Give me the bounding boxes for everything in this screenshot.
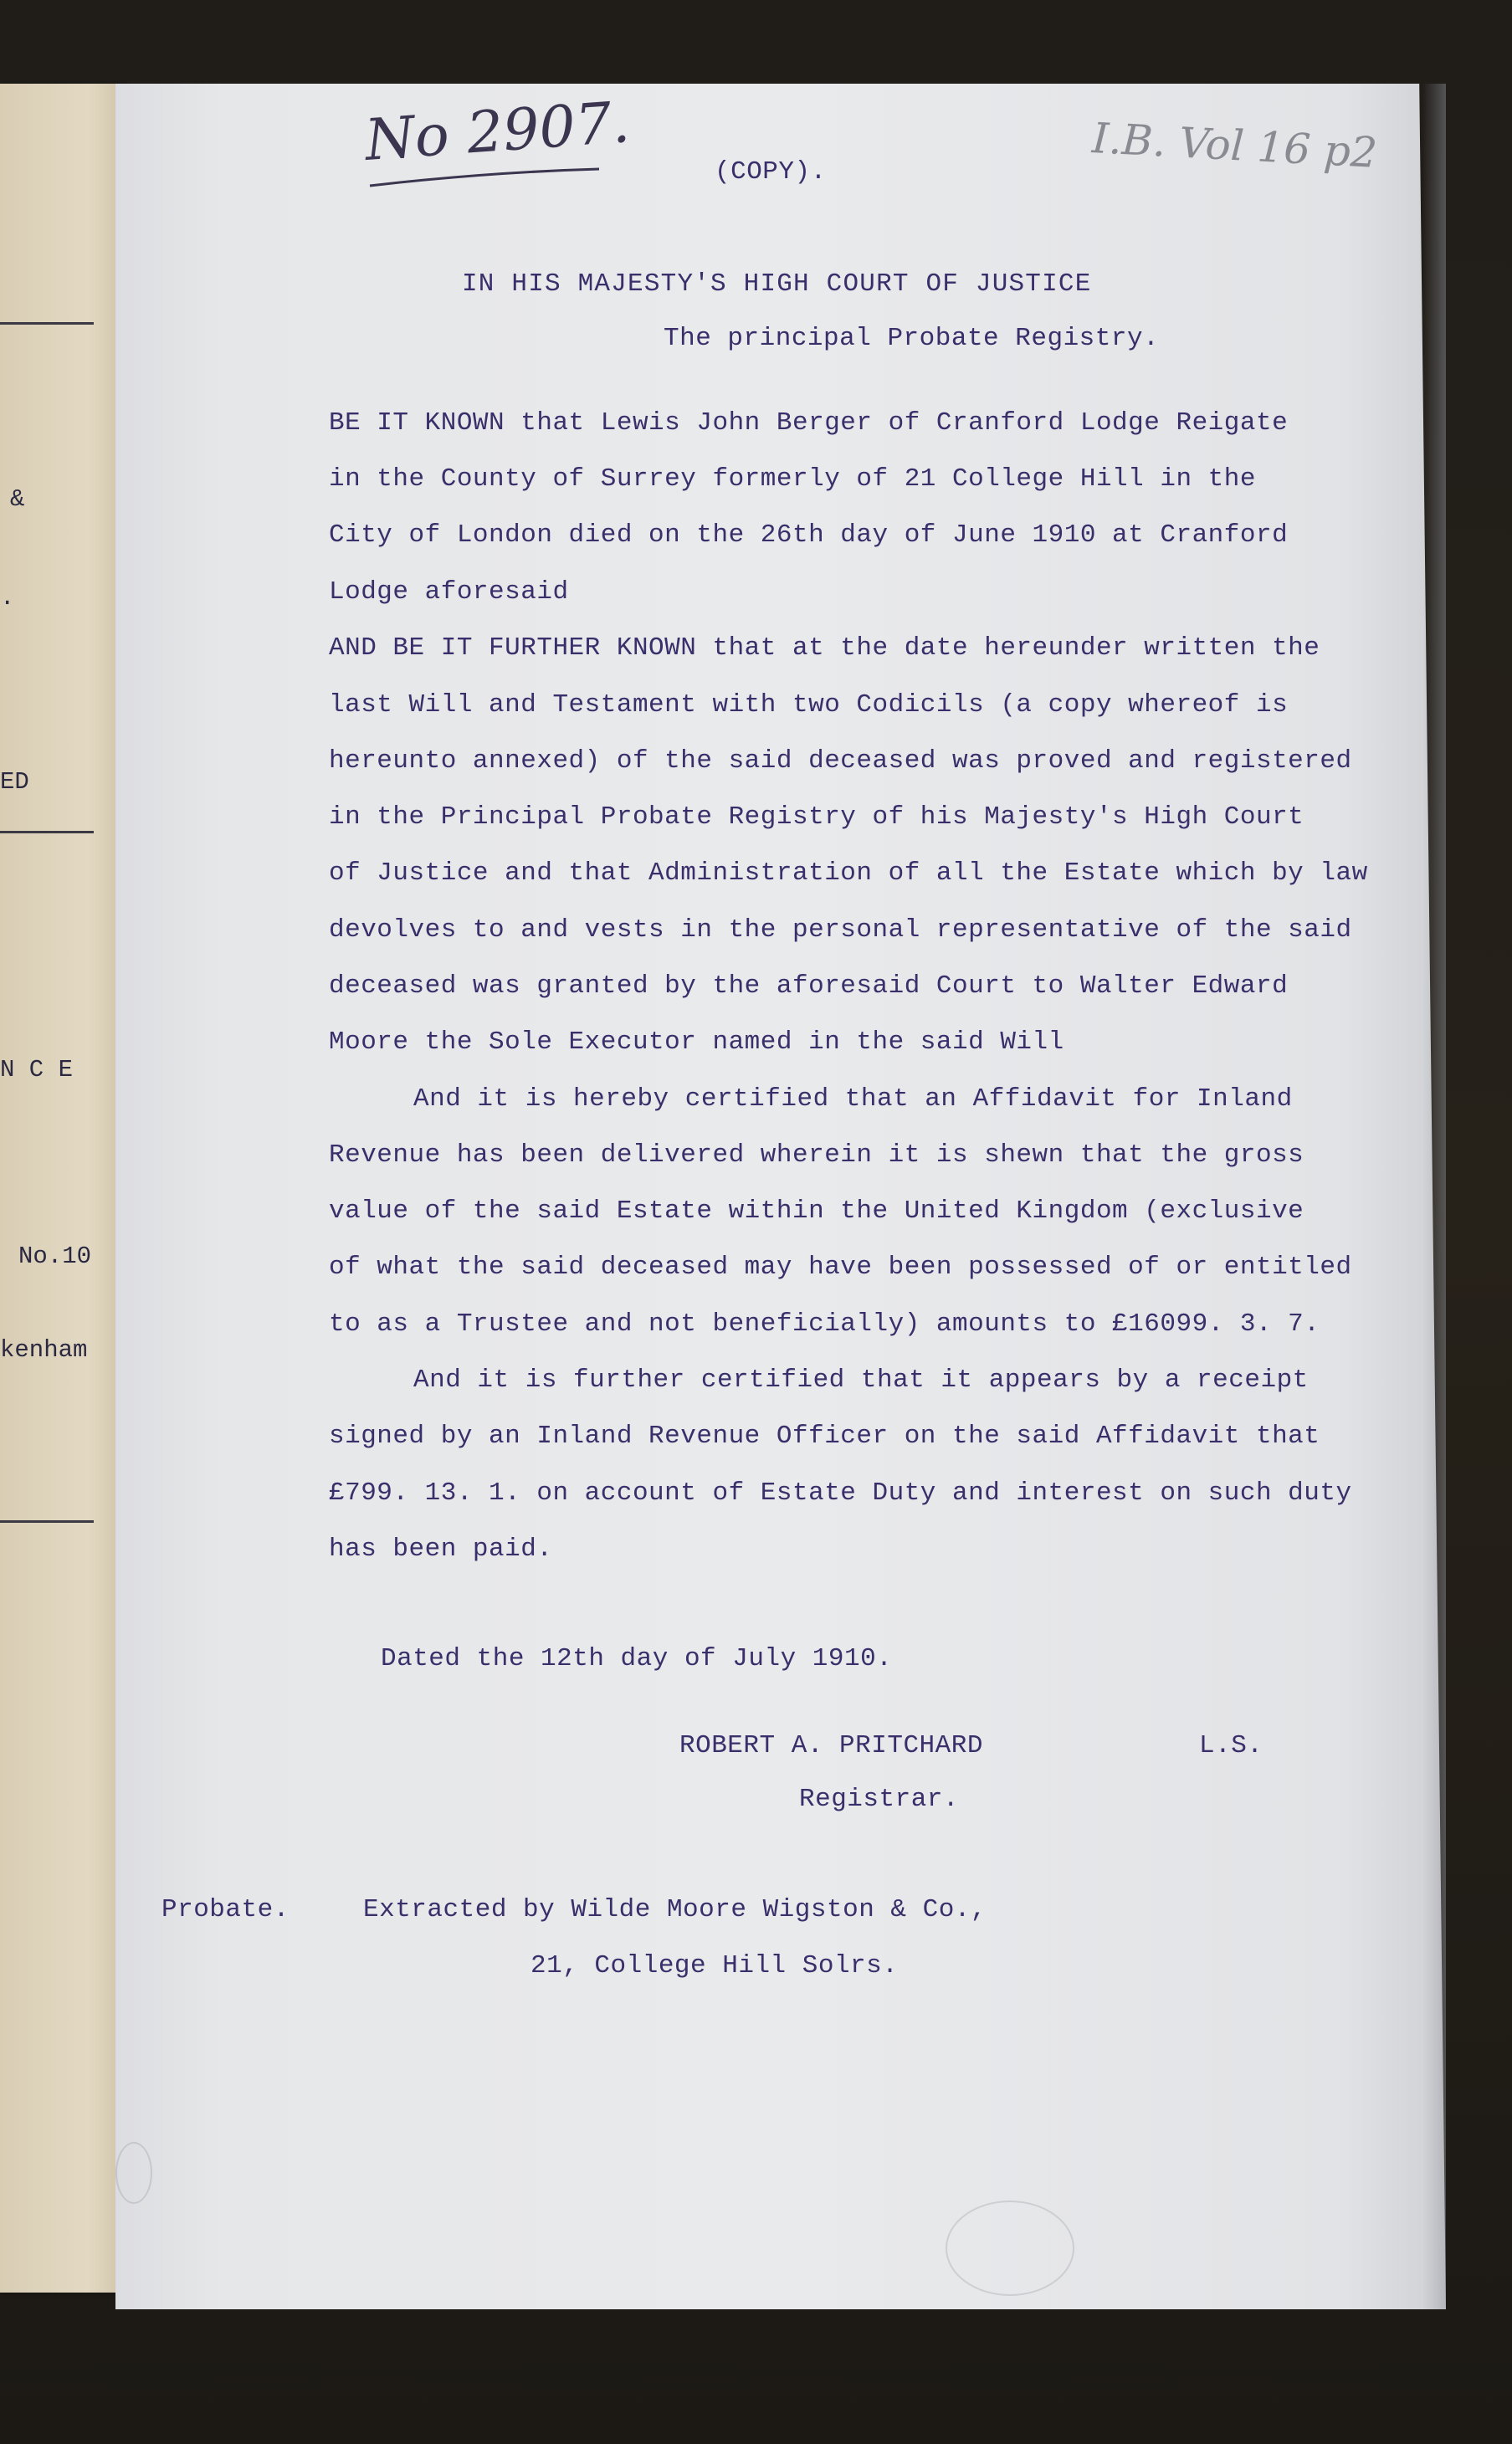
underlying-rule [0,1520,94,1523]
handwritten-reference-number: No 2907. [362,90,633,174]
court-heading: IN HIS MAJESTY'S HIGH COURT OF JUSTICE [462,269,1092,299]
body-line: value of the said Estate within the United Kingdom (exclusive [329,1196,1304,1226]
body-line: in the County of Surrey formerly of 21 College Hill in the [329,464,1256,494]
body-line: AND BE IT FURTHER KNOWN that at the date hereunder written the [329,633,1320,663]
body-line: Lodge aforesaid [329,577,569,607]
body-line: £799. 13. 1. on account of Estate Duty and interest on such duty [329,1478,1352,1508]
solicitors-address: 21, College Hill Solrs. [530,1951,899,1980]
embossed-stamp [946,2201,1074,2296]
body-line: last Will and Testament with two Codicils (a copy whereof is [329,690,1289,720]
underlying-rule [0,322,94,325]
body-line: of Justice and that Administration of all the Estate which by law [329,858,1368,888]
body-line: Revenue has been delivered wherein it is shewn that the gross [329,1140,1304,1170]
body-line: in the Principal Probate Registry of his Majesty's High Court [329,802,1304,832]
underlying-fragment: No.10 [18,1242,92,1270]
margin-stamp-mark [115,2142,152,2204]
underlying-fragment: kenham [0,1336,88,1364]
underlying-fragment: . [0,584,15,612]
body-line: And it is further certified that it appears by a receipt [413,1365,1309,1395]
margin-label: Probate. [161,1895,290,1924]
underlying-fragment: N C E [0,1056,74,1084]
underlying-fragment: & [10,485,25,513]
body-line: Moore the Sole Executor named in the said Will [329,1027,1064,1057]
body-line: to as a Trustee and not beneficially) amounts to £16099. 3. 7. [329,1309,1320,1339]
underlying-fragment: ED [0,768,29,796]
body-line: devolves to and vests in the personal representative of the said [329,915,1352,945]
copy-label: (COPY). [715,157,827,187]
seal-mark: L.S. [1199,1731,1263,1760]
pencil-volume-note: I.B. Vol 16 p2 [1090,114,1379,177]
reference-underline [368,166,602,191]
body-line: has been paid. [329,1535,553,1564]
body-line: of what the said deceased may have been possessed of or entitled [329,1253,1352,1282]
date-line: Dated the 12th day of July 1910. [381,1644,893,1673]
body-line: hereunto annexed) of the said deceased was proved and registered [329,746,1352,776]
body-line: BE IT KNOWN that Lewis John Berger of Cranford Lodge Reigate [329,408,1289,438]
sheet-edge-shadow [1422,84,1446,2309]
body-line: deceased was granted by the aforesaid Court to Walter Edward [329,971,1289,1001]
body-line: And it is hereby certified that an Affidavit for Inland [413,1084,1293,1114]
body-line: City of London died on the 26th day of June 1910 at Cranford [329,520,1289,550]
underlying-rule [0,831,94,833]
registrar-name: ROBERT A. PRITCHARD [679,1731,983,1760]
body-line: signed by an Inland Revenue Officer on the said Affidavit that [329,1422,1320,1451]
registry-heading: The principal Probate Registry. [664,324,1160,353]
extracted-by-line: Extracted by Wilde Moore Wigston & Co., [363,1895,987,1924]
registrar-title: Registrar. [799,1785,960,1814]
underlying-page [0,84,126,2293]
